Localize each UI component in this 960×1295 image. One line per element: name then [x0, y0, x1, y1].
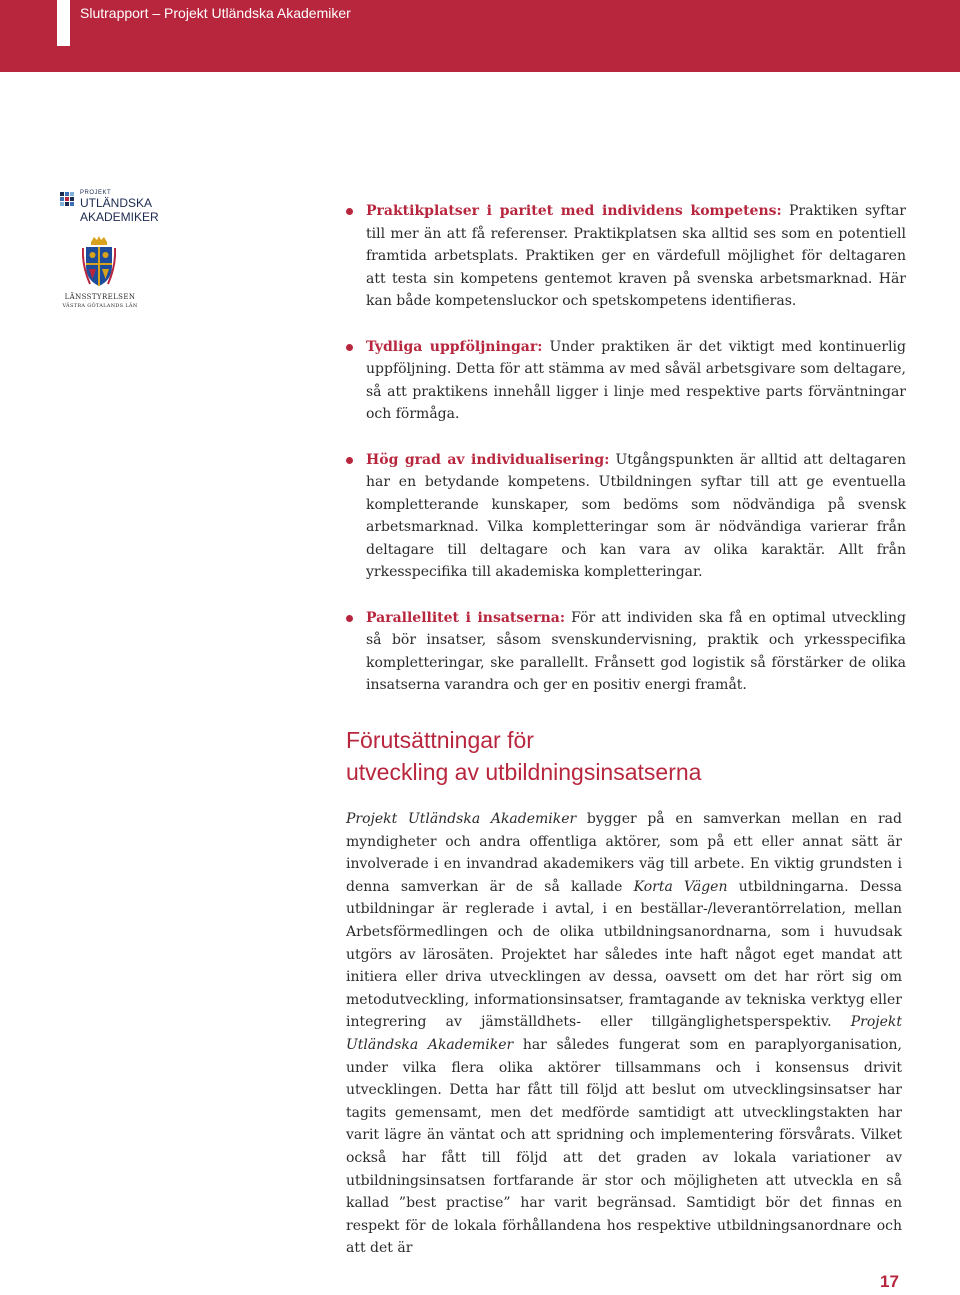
list-item — [346, 607, 906, 697]
list-item-text: Praktiken syftar till mer än att få referenser. Praktikplatsen ska alltid ses som en potentiell framtida arbetsplats. Praktiken ger en värdefull möjlighet för deltagaren att testa sin kompetens gentemot kraven på svenska arbetsmarknad. Här kan både kompetensluckor och spetskompetens identifieras. — [366, 203, 906, 309]
list-item-text: För att individen ska få en optimal utveckling så bör insatser, såsom svenskundervisning, praktik och yrkesspecifika kompletteringar, ske parallellt. Frånsett god logistik så förstärker de olika insatserna varandra och ger en positiv energi framåt. — [366, 609, 906, 693]
bullet-icon — [346, 615, 353, 622]
body-italic-text: Projekt Utländska Akademiker — [346, 1014, 902, 1053]
list-item-lead: Hög grad av individualisering: — [366, 451, 610, 468]
lansstyrelsen-name: LÄNSSTYRELSEN — [64, 293, 136, 301]
list-item-text: Utgångspunkten är alltid att deltagaren har en betydande kompetens. Utbildningen syftar till att ge eventuella kompletterande kunskaper, som bedöms som nödvändiga på svensk arbetsmarknad. Vilka kompletteringar som är nödvändiga varierar från deltagare till deltagare och kan vara av olika karaktär. Allt från yrkesspecifika till akademiska kompletteringar. — [366, 451, 906, 580]
body-text: utbildningarna. Dessa utbildningar är reglerade i avtal, i en beställar-/leverantörrelation, mellan Arbetsförmedlingen och de olika utbildningsanordnarna, som i huvudsak utgörs av lärosäten. Projektet har således inte haft något eget mandat att initiera eller driva utvecklingen av dessa, oavsett om det har rört sig om metodutveckling, informationsinsatser, framtagande av tekniska verktyg eller integrering av jämställdhets- eller tillgänglighetsperspektiv. — [346, 878, 902, 1031]
list-item-lead: Tydliga uppföljningar: — [366, 338, 543, 355]
project-logo-icon — [60, 192, 76, 208]
body-italic-text: Korta Vägen — [633, 878, 728, 895]
project-logo-name: UTLÄNDSKA AKADEMIKER — [80, 196, 159, 224]
header-bar — [0, 0, 960, 72]
header-accent-bar — [57, 0, 70, 46]
bullet-icon — [346, 344, 353, 351]
running-header-title: Slutrapport – Projekt Utländska Akademiker — [80, 5, 351, 21]
body-text: bygger på en samverkan mellan en rad myndigheter och andra offentliga aktörer, som på ett eller annat sätt är involverade i en invandrad akademikers väg till arbete. En viktig grundsten i denna samverkan är de så kallade — [346, 811, 902, 895]
section-heading — [346, 724, 701, 788]
list-item-lead: Parallellitet i insatserna: — [366, 609, 565, 626]
lansstyrelsen-logo — [55, 236, 145, 316]
section-heading-line-2: utveckling av utbildningsinsatserna — [346, 759, 702, 785]
list-item — [346, 449, 906, 584]
page-number: 17 — [880, 1272, 899, 1291]
section-body — [346, 808, 902, 1260]
body-italic-text: Projekt Utländska Akademiker — [346, 811, 577, 827]
lansstyrelsen-region: VÄSTRA GÖTALANDS LÄN — [62, 303, 138, 309]
project-logo — [60, 190, 230, 224]
principles-list — [346, 200, 906, 720]
bullet-icon — [346, 457, 353, 464]
coat-of-arms-icon — [82, 236, 116, 291]
list-item — [346, 336, 906, 426]
project-logo-label: PROJEKT — [80, 190, 112, 196]
list-item — [346, 200, 906, 313]
list-item-lead: Praktikplatser i paritet med individens kompetens: — [366, 203, 782, 219]
body-text: har således fungerat som en paraplyorganisation, under vilka flera olika aktörer tillsammans och i konsensus drivit utvecklingen. Detta har fått till följd att beslut om utvecklingsinsatser har tagits gemensamt, men det medförde samtidigt att utvecklingstakten har varit lägre än väntat och att spridning och implementering försvårats. Vilket också har fått till följd att det graden av lokala variationer av utbildningsinsatsen fortfarande är stor och möjligheten att utveckla en så kallad ”best practise” har varit begränsad. Samtidigt bör det finnas en respekt för de lokala förhållandena hos respektive utbildningsanordnare och att det är — [346, 1036, 903, 1257]
bullet-icon — [346, 208, 353, 215]
list-item-text: Under praktiken är det viktigt med kontinuerlig uppföljning. Detta för att stämma av med såväl arbetsgivare som deltagare, så att praktikens innehåll ligger i linje med respektive parts förväntningar och förmåga. — [366, 338, 906, 422]
section-heading-line-1: Förutsättningar för — [346, 727, 534, 753]
